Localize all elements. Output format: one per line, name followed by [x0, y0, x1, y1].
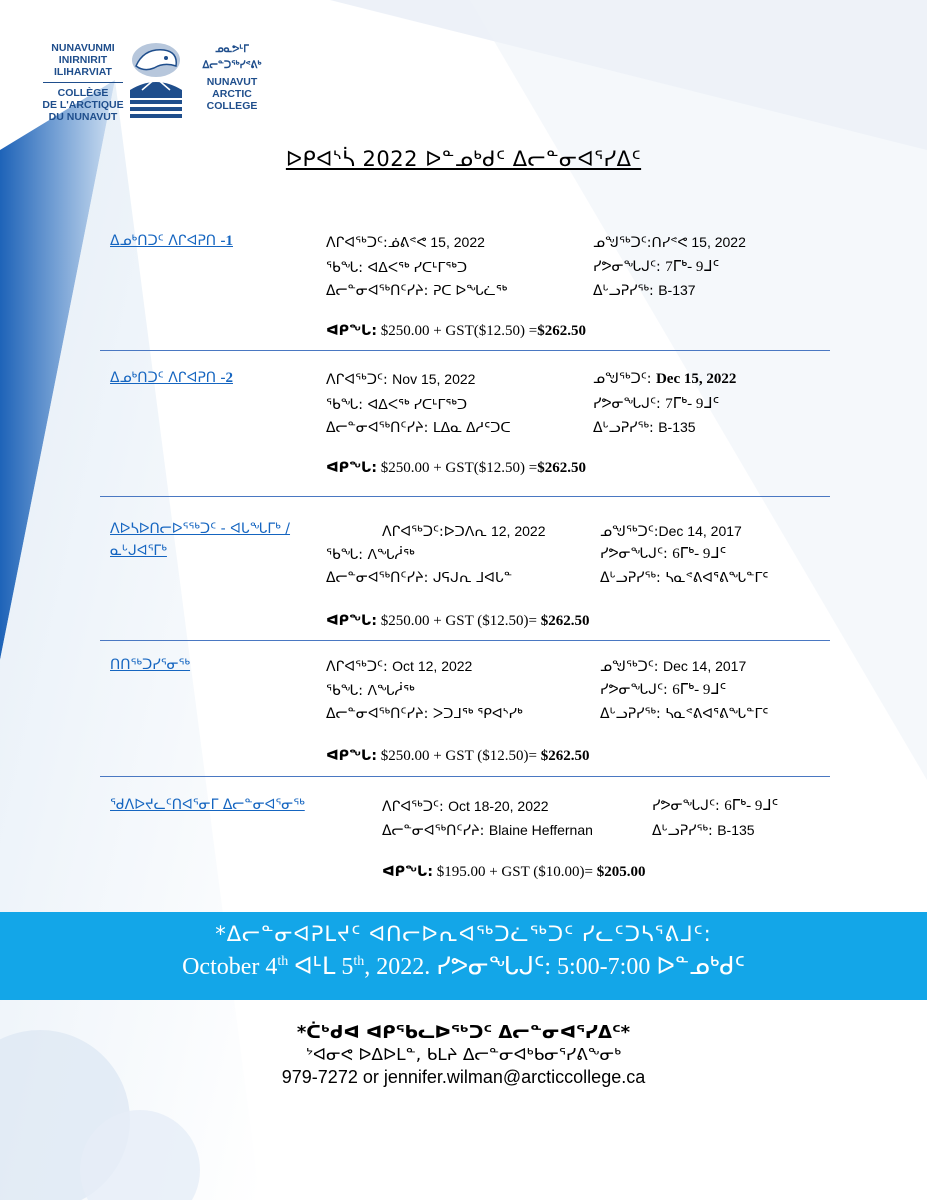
course-5-time: ᓯᕗᓂᖓᒍᑦ: 6ᒥᒃ- 9ᒧᑦ	[652, 798, 779, 814]
divider-2	[100, 496, 830, 497]
course-1-teacher: ᐃᓕᓐᓂᐊᖅᑎᑦᓯᔨ: ᕈᑕ ᐅᖓᓛᖅ	[326, 282, 508, 299]
course-1-room: ᐃᒡᓗᕈᓯᖅ: B-137	[593, 282, 696, 299]
course-4-start: ᐱᒋᐊᖅᑐᑦ: Oct 12, 2022	[326, 658, 473, 675]
course-5-price: ᐊᑭᖓ: $195.00 + GST ($10.00)= $205.00	[382, 864, 646, 880]
course-5-room: ᐃᒡᓗᕈᓯᖅ: B-135	[652, 822, 755, 839]
page-title: ᐅᑭᐊᔅᓵ 2022 ᐅᓐᓄᒃᑯᑦ ᐃᓕᓐᓂᐊᕐᓯᐃᑦ	[285, 147, 642, 171]
course-2-room: ᐃᒡᓗᕈᓯᖅ: B-135	[593, 419, 696, 436]
college-name-left: NUNAVUNMI INIRNIRIT ILIHARVIAT COLLÈGE DE L'ARCTIQUE DU NUNAVUT	[42, 42, 124, 123]
course-1-time: ᓯᕗᓂᖓᒍᑦ: 7ᒥᒃ- 9ᒧᑦ	[593, 259, 720, 275]
course-title-5[interactable]: ᖁᐱᐅᔪᓚᑦᑎᐊᕐᓂᒥ ᐃᓕᓐᓂᐊᕐᓂᖅ	[110, 797, 305, 813]
course-3-teacher: ᐃᓕᓐᓂᐊᖅᑎᑦᓯᔨ: ᒍᕋᒍᕆ ᒧᐊᒐᓐ	[326, 569, 513, 586]
course-1-start: ᐱᒋᐊᖅᑐᑦ:ᓅᕕᕝᕙ 15, 2022	[326, 234, 485, 251]
course-3-room: ᐃᒡᓗᕈᓯᖅ: ᓴᓇᕝᕕᐊᕐᕕᖓᓐᒥᑦ	[600, 569, 769, 586]
course-2-teacher: ᐃᓕᓐᓂᐊᖅᑎᑦᓯᔨ: ᒪᐃᓇ ᐃᓱᑦᑐᑕ	[326, 419, 511, 436]
college-name-right: ᓄᓇᕗᒻᒥ ᐃᓕᓐᑐᖅᓯᕝᕕᒃ NUNAVUT ARCTIC COLLEGE	[202, 44, 262, 112]
registration-heading: *ᐃᓕᓐᓂᐊᕈᒪᔪᑦ ᐊᑎᓕᐅᕆᐊᖅᑐᓛᖅᑐᑦ ᓯᓚᑦᑐᓴᕐᕕᒧᑦ:	[215, 922, 712, 946]
course-3-end: ᓄᖑᖅᑐᑦ:Dec 14, 2017	[600, 523, 742, 540]
divider-4	[100, 776, 830, 777]
divider-3	[100, 640, 830, 641]
college-logo-icon	[124, 38, 188, 120]
course-2-end: ᓄᖑᖅᑐᑦ: Dec 15, 2022	[593, 371, 737, 387]
course-1-days: ᖃᖓ: ᐊᐃᐸᖅ ᓯᑕᒻᒥᖅᑐ	[326, 259, 468, 276]
course-1-end: ᓄᖑᖅᑐᑦ:ᑎᓯᕝᕙ 15, 2022	[593, 234, 746, 251]
course-3-time: ᓯᕗᓂᖓᒍᑦ: 6ᒥᒃ- 9ᒧᑦ	[600, 546, 727, 562]
footer-contact-info[interactable]: 979-7272 or jennifer.wilman@arcticcollege.ca	[281, 1067, 646, 1087]
registration-banner	[0, 912, 927, 1000]
contact-footer	[0, 1022, 927, 1088]
course-2-start: ᐱᒋᐊᖅᑐᑦ: Nov 15, 2022	[326, 371, 476, 388]
course-4-time: ᓯᕗᓂᖓᒍᑦ: 6ᒥᒃ- 9ᒧᑦ	[600, 682, 727, 698]
course-1-price: ᐊᑭᖓ: $250.00 + GST($12.50) =$262.50	[326, 323, 586, 339]
course-2-time: ᓯᕗᓂᖓᒍᑦ: 7ᒥᒃ- 9ᒧᑦ	[593, 396, 720, 412]
course-title-1[interactable]: ᐃᓄᒃᑎᑐᑦ ᐱᒋᐊᕈᑎ -1	[110, 233, 233, 249]
course-2-price: ᐊᑭᖓ: $250.00 + GST($12.50) =$262.50	[326, 460, 586, 476]
course-5-teacher: ᐃᓕᓐᓂᐊᖅᑎᑦᓯᔨ: Blaine Heffernan	[382, 822, 593, 839]
course-4-teacher: ᐃᓕᓐᓂᐊᖅᑎᑦᓯᔨ: ᐳᑐᒧᖅ ᕿᐊᔅᓯᒃ	[326, 705, 523, 722]
course-title-4[interactable]: ᑎᑎᖅᑐᓯᕐᓂᖅ	[110, 657, 191, 673]
registration-dates: October 4th ᐊᒻᒪ 5th, 2022. ᓯᕗᓂᖓᒍᑦ: 5:00-7:00 ᐅᓐᓄᒃᑯᑦ	[182, 954, 745, 980]
course-2-days: ᖃᖓ: ᐊᐃᐸᖅ ᓯᑕᒻᒥᖅᑐ	[326, 396, 468, 413]
course-3-start: ᐱᒋᐊᖅᑐᑦ:ᐅᑐᐱᕆ 12, 2022	[382, 523, 546, 540]
course-3-days: ᖃᖓ: ᐱᖓᓲᖅ	[326, 546, 415, 563]
course-5-start: ᐱᒋᐊᖅᑐᑦ: Oct 18-20, 2022	[382, 798, 549, 815]
footer-heading: *ᑖᒃᑯᐊ ᐊᑭᖃᓚᐅᖅᑐᑦ ᐃᓕᓐᓂᐊᕐᓯᐃᑦ*	[296, 1022, 631, 1043]
course-title-3[interactable]: ᐱᐅᓴᐅᑎᓕᐅᕐᖅᑐᑦ - ᐊᒐᖓᒥᒃ /ᓇᒡᒍᐊᕐᒥᒃ	[110, 521, 291, 559]
course-3-price: ᐊᑭᖓ: $250.00 + GST ($12.50)= $262.50	[326, 613, 590, 629]
footer-contact-name: ᔾᐊᓂᕙ ᐅᐃᐅᒪᓐ, ᑲᒪᔨ ᐃᓕᓐᓂᐊᒃᑲᓂᕐᓯᕕᖕᓂᒃ	[305, 1045, 622, 1065]
course-4-room: ᐃᒡᓗᕈᓯᖅ: ᓴᓇᕝᕕᐊᕐᕕᖓᓐᒥᑦ	[600, 705, 769, 722]
course-title-2[interactable]: ᐃᓄᒃᑎᑐᑦ ᐱᒋᐊᕈᑎ -2	[110, 370, 233, 386]
course-4-end: ᓄᖑᖅᑐᑦ: Dec 14, 2017	[600, 658, 747, 675]
course-4-price: ᐊᑭᖓ: $250.00 + GST ($12.50)= $262.50	[326, 748, 590, 764]
course-4-days: ᖃᖓ: ᐱᖓᓲᖅ	[326, 682, 415, 699]
divider-1	[100, 350, 830, 351]
